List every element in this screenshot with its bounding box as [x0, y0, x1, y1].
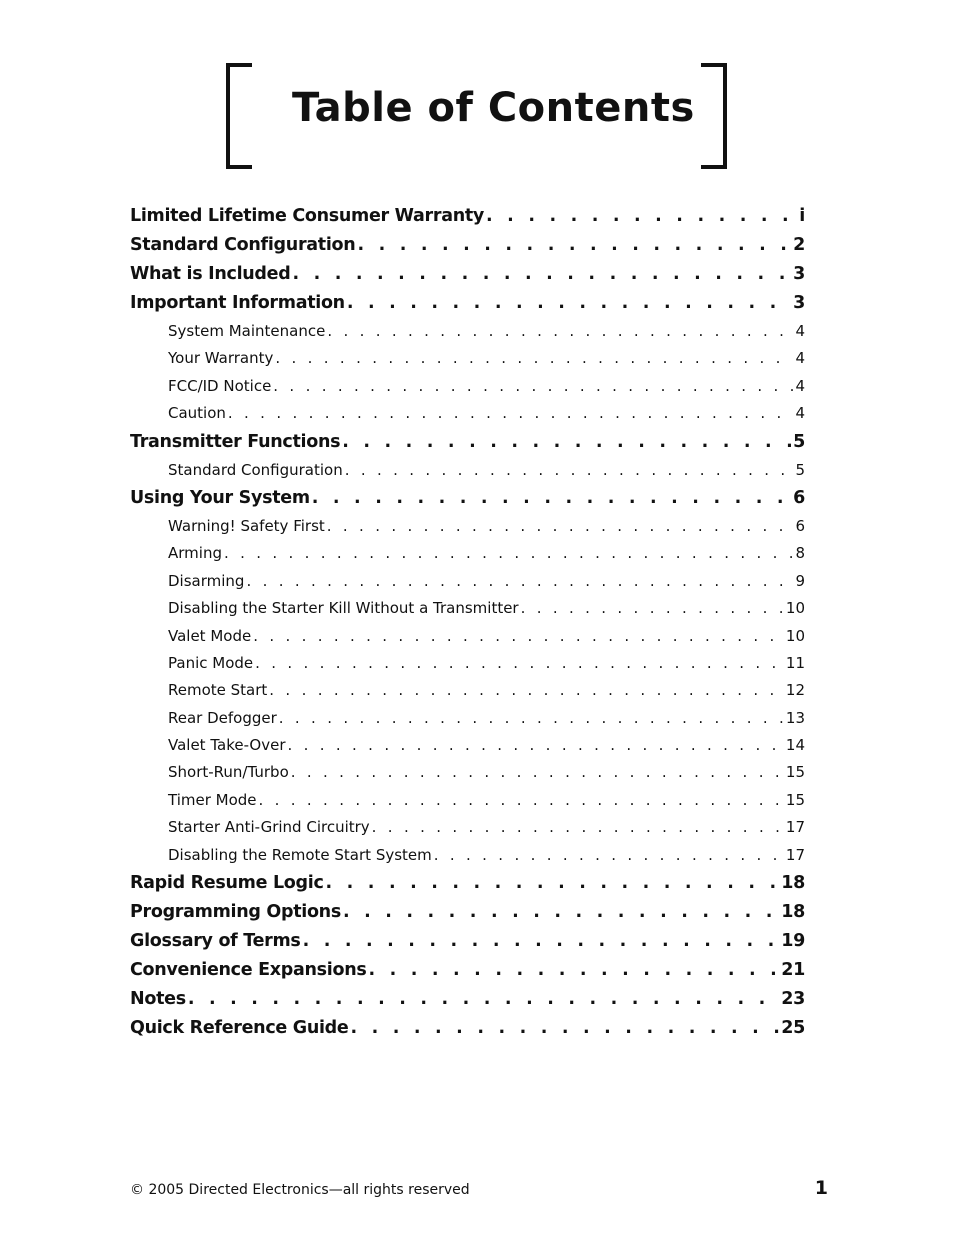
toc-subsection-entry[interactable]: [130, 568, 805, 595]
toc-entry-page: 10: [785, 599, 805, 618]
toc-entry-label: Warning! Safety First: [168, 516, 325, 535]
toc-entry-page: 6: [795, 516, 805, 535]
toc-entry-page: 17: [785, 845, 805, 864]
toc-subsection-entry[interactable]: [130, 595, 805, 622]
dot-leader: [253, 623, 784, 650]
toc-entry-label: Caution: [168, 404, 226, 423]
toc-section-entry[interactable]: [130, 289, 805, 318]
toc-subsection-entry[interactable]: [130, 787, 805, 814]
toc-entry-label: Important Information: [130, 293, 345, 313]
dot-leader: [292, 260, 791, 289]
dot-leader: [288, 732, 784, 759]
dot-leader: [486, 202, 797, 231]
toc-section-entry[interactable]: [130, 231, 805, 260]
toc-entry-page: 17: [785, 818, 805, 837]
toc-entry-label: Rear Defogger: [168, 708, 277, 727]
toc-entry-label: Panic Mode: [168, 653, 254, 672]
toc-entry-page: 15: [785, 790, 805, 809]
toc-entry-page: 21: [781, 960, 805, 981]
copyright-notice: © 2005 Directed Electronics—all rights reserved: [130, 1182, 470, 1198]
toc-entry-page: 18: [781, 873, 805, 894]
toc-section-entry[interactable]: [130, 1014, 805, 1043]
toc-entry-page: 12: [785, 681, 805, 700]
toc-section-entry[interactable]: [130, 260, 805, 289]
toc-subsection-entry[interactable]: [130, 540, 805, 567]
toc-entry-label: Disabling the Remote Start System: [168, 845, 432, 864]
toc-entry-page: 4: [795, 376, 805, 395]
toc-subsection-entry[interactable]: [130, 677, 805, 704]
dot-leader: [269, 677, 784, 704]
toc-entry-label: Limited Lifetime Consumer Warranty: [130, 206, 485, 226]
right-bracket-decoration: [701, 63, 727, 169]
toc-subsection-entry[interactable]: [130, 814, 805, 841]
dot-leader: [343, 898, 779, 927]
toc-entry-page: 9: [795, 571, 805, 590]
dot-leader: [303, 927, 780, 956]
dot-leader: [259, 787, 784, 814]
title-block: [226, 63, 727, 167]
toc-entry-label: Standard Configuration: [168, 460, 343, 479]
dot-leader: [345, 457, 794, 484]
dot-leader: [372, 814, 784, 841]
toc-entry-label: Timer Mode: [168, 790, 257, 809]
dot-leader: [342, 428, 791, 457]
toc-entry-page: 3: [793, 293, 805, 313]
toc-entry-label: Remote Start: [168, 681, 268, 700]
dot-leader: [273, 373, 793, 400]
toc-entry-label: Valet Take-Over: [168, 736, 286, 755]
toc-section-entry[interactable]: [130, 428, 805, 457]
toc-entry-label: Standard Configuration: [130, 235, 356, 255]
toc-entry-label: Quick Reference Guide: [130, 1018, 349, 1039]
toc-entry-page: i: [799, 206, 805, 226]
dot-leader: [327, 318, 793, 345]
toc-section-entry[interactable]: [130, 956, 805, 985]
toc-subsection-entry[interactable]: [130, 842, 805, 869]
toc-subsection-entry[interactable]: [130, 513, 805, 540]
toc-entry-label: FCC/ID Notice: [168, 376, 272, 395]
toc-subsection-entry[interactable]: [130, 457, 805, 484]
toc-subsection-entry[interactable]: [130, 650, 805, 677]
toc-section-entry[interactable]: [130, 484, 805, 513]
toc-entry-label: Disabling the Starter Kill Without a Transmitter: [168, 599, 519, 618]
dot-leader: [312, 484, 791, 513]
toc-entry-label: What is Included: [130, 264, 291, 284]
toc-entry-label: System Maintenance: [168, 322, 326, 340]
page-title: Table of Contents: [292, 85, 695, 131]
toc-entry-label: Disarming: [168, 571, 245, 590]
toc-subsection-entry[interactable]: [130, 318, 805, 345]
dot-leader: [347, 289, 791, 318]
page-number: 1: [814, 1177, 828, 1199]
toc-subsection-entry[interactable]: [130, 705, 805, 732]
dot-leader: [350, 1014, 779, 1043]
toc-entry-label: Short-Run/Turbo: [168, 763, 289, 782]
toc-subsection-entry[interactable]: [130, 373, 805, 400]
toc-subsection-entry[interactable]: [130, 400, 805, 427]
toc-entry-page: 6: [793, 487, 805, 508]
toc-entry-page: 14: [785, 736, 805, 755]
toc-entry-page: 23: [781, 989, 805, 1010]
dot-leader: [228, 400, 794, 427]
toc-subsection-entry[interactable]: [130, 732, 805, 759]
toc-entry-page: 4: [795, 349, 805, 368]
toc-entry-label: Transmitter Functions: [130, 431, 341, 452]
toc-section-entry[interactable]: [130, 898, 805, 927]
toc-subsection-entry[interactable]: [130, 623, 805, 650]
toc-entry-page: 13: [785, 708, 805, 727]
toc-entry-page: 4: [795, 404, 805, 423]
dot-leader: [357, 231, 791, 260]
dot-leader: [275, 345, 793, 372]
dot-leader: [255, 650, 784, 677]
toc-entry-page: 25: [781, 1018, 805, 1039]
left-bracket-decoration: [226, 63, 252, 169]
toc-entry-label: Starter Anti-Grind Circuitry: [168, 818, 370, 837]
toc-entry-page: 15: [785, 763, 805, 782]
toc-entry-page: 19: [781, 931, 805, 952]
toc-entry-page: 5: [795, 460, 805, 479]
dot-leader: [246, 568, 793, 595]
toc-entry-page: 18: [781, 902, 805, 923]
dot-leader: [291, 759, 784, 786]
toc-entry-page: 11: [785, 653, 805, 672]
toc-entry-page: 10: [785, 626, 805, 645]
table-of-contents: [130, 202, 805, 1043]
dot-leader: [368, 956, 779, 985]
toc-entry-label: Convenience Expansions: [130, 960, 367, 981]
toc-section-entry[interactable]: [130, 869, 805, 898]
toc-entry-label: Programming Options: [130, 902, 341, 923]
dot-leader: [279, 705, 784, 732]
dot-leader: [326, 869, 780, 898]
dot-leader: [224, 540, 793, 567]
toc-entry-label: Arming: [168, 544, 222, 563]
toc-section-entry[interactable]: [130, 927, 805, 956]
toc-entry-label: Your Warranty: [168, 349, 274, 368]
dot-leader: [327, 513, 794, 540]
toc-section-entry[interactable]: [130, 985, 805, 1014]
dot-leader: [521, 595, 784, 622]
toc-subsection-entry[interactable]: [130, 345, 805, 372]
toc-section-entry[interactable]: [130, 202, 805, 231]
toc-entry-page: 5: [793, 431, 805, 452]
toc-entry-page: 2: [793, 235, 805, 255]
toc-entry-label: Rapid Resume Logic: [130, 873, 324, 894]
toc-entry-label: Notes: [130, 989, 186, 1010]
toc-entry-page: 8: [795, 544, 805, 563]
toc-entry-label: Glossary of Terms: [130, 931, 301, 952]
toc-subsection-entry[interactable]: [130, 759, 805, 786]
dot-leader: [434, 842, 784, 869]
toc-entry-label: Using Your System: [130, 487, 310, 508]
toc-entry-page: 3: [793, 264, 805, 284]
toc-entry-label: Valet Mode: [168, 626, 252, 645]
toc-entry-page: 4: [795, 322, 805, 340]
dot-leader: [188, 985, 779, 1014]
